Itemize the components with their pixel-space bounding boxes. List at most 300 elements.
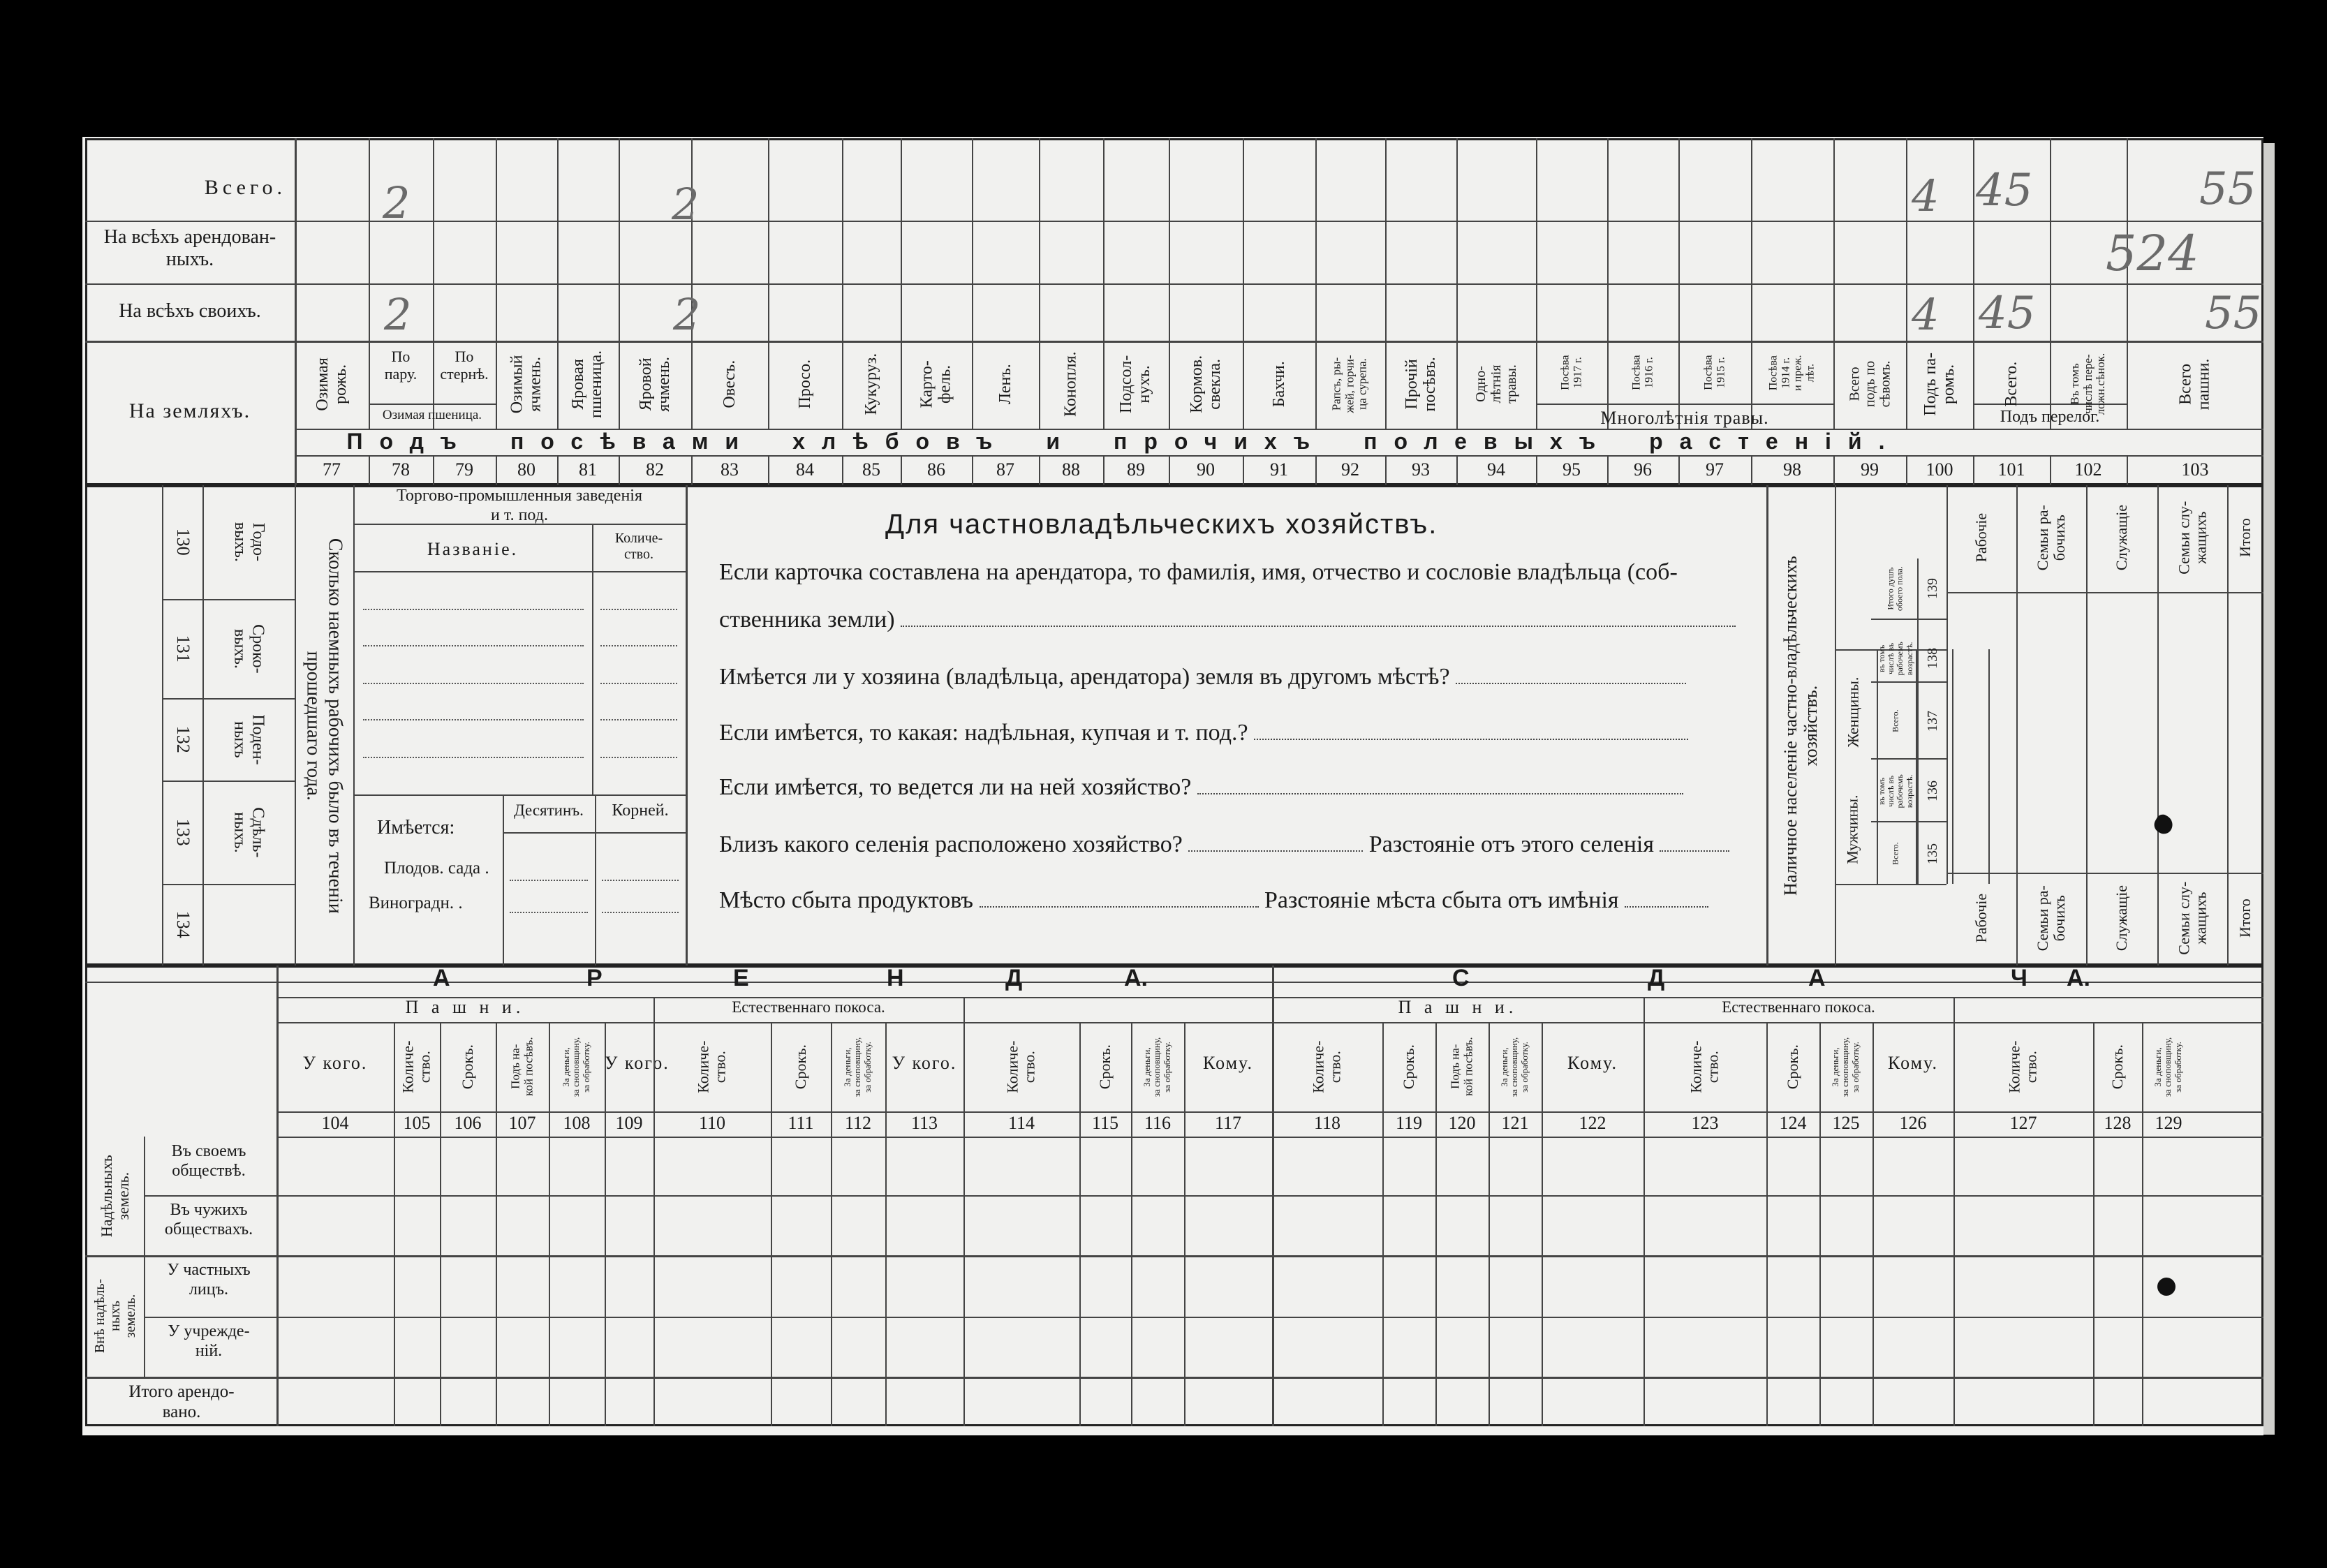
- cell-91-row2[interactable]: [1243, 221, 1315, 283]
- cell-79-row1[interactable]: [433, 138, 496, 221]
- cell-77-row3[interactable]: [295, 283, 369, 341]
- lease-col-header-119: [1382, 1023, 1435, 1110]
- trade-qty-line-4[interactable]: [600, 719, 677, 720]
- column-header-95-text: Посѣва 1917 г.: [1559, 355, 1583, 391]
- vineyard-roots-line[interactable]: [602, 912, 679, 913]
- cell-95-row2[interactable]: [1536, 221, 1607, 283]
- lease-cell-109-r2[interactable]: [605, 1195, 653, 1255]
- trade-name-line-4[interactable]: [363, 719, 584, 720]
- lease-cell-121-r5[interactable]: [1488, 1377, 1542, 1426]
- cell-88-row2[interactable]: [1039, 221, 1103, 283]
- village-distance-line[interactable]: [1660, 850, 1729, 852]
- cell-89-row2[interactable]: [1103, 221, 1169, 283]
- pop-cell-135[interactable]: [1878, 824, 1948, 884]
- cell-97-row3[interactable]: [1678, 283, 1751, 341]
- cell-80-row3[interactable]: [496, 283, 557, 341]
- lease-cell-117-r4[interactable]: [1184, 1317, 1272, 1377]
- lease-cell-110-r1[interactable]: [653, 1137, 771, 1195]
- cell-90-row1[interactable]: [1169, 138, 1243, 221]
- trade-title: Торгово-промышленныя заведенія и т. под.: [397, 487, 642, 524]
- banner-word: растеній.: [1649, 428, 1902, 454]
- lease-cell-127-r2[interactable]: [1953, 1195, 2093, 1255]
- lease-cell-113-r2[interactable]: [885, 1195, 963, 1255]
- roots-header: Корней.: [612, 801, 669, 820]
- cell-87-row1[interactable]: [972, 138, 1039, 221]
- cell-98-row3[interactable]: [1751, 283, 1833, 341]
- cell-85-row3[interactable]: [842, 283, 901, 341]
- lease-cell-107-r1[interactable]: [496, 1137, 549, 1195]
- lease-cell-124-r4[interactable]: [1766, 1317, 1819, 1377]
- lease-cell-104-r5[interactable]: [276, 1377, 394, 1426]
- lease-cell-125-r1[interactable]: [1819, 1137, 1872, 1195]
- lease-cell-112-r3[interactable]: [831, 1255, 885, 1317]
- lease-cell-122-r1[interactable]: [1542, 1137, 1643, 1195]
- lease-col-header-121-text: За деньги, за сноповщину, за обработку.: [1499, 1037, 1530, 1097]
- category-cell-1[interactable]: [1946, 593, 2016, 873]
- cell-79-row2[interactable]: [433, 221, 496, 283]
- cell-94-row3[interactable]: [1456, 283, 1536, 341]
- lease-cell-122-r4[interactable]: [1542, 1317, 1643, 1377]
- cell-87-row2[interactable]: [972, 221, 1039, 283]
- cell-94-row2[interactable]: [1456, 221, 1536, 283]
- lease-cell-115-r5[interactable]: [1079, 1377, 1131, 1426]
- lease-col-header-108: [549, 1023, 605, 1110]
- column-header-81-text: Яровая пшеница.: [569, 350, 607, 418]
- vineyard-label: Виноградн. .: [369, 894, 463, 912]
- lease-cell-107-r5[interactable]: [496, 1377, 549, 1426]
- lease-col-num-124: 124: [1779, 1113, 1807, 1133]
- cell-86-row2[interactable]: [901, 221, 972, 283]
- lease-cell-117-r2[interactable]: [1184, 1195, 1272, 1255]
- lease-cell-122-r5[interactable]: [1542, 1377, 1643, 1426]
- lease-cell-118-r2[interactable]: [1272, 1195, 1382, 1255]
- lease-cell-114-r4[interactable]: [963, 1317, 1079, 1377]
- lease-cell-109-r5[interactable]: [605, 1377, 653, 1426]
- lease-cell-124-r2[interactable]: [1766, 1195, 1819, 1255]
- lease-cell-109-r3[interactable]: [605, 1255, 653, 1317]
- lease-cell-106-r4[interactable]: [440, 1317, 496, 1377]
- cell-102-row1[interactable]: [2050, 138, 2127, 221]
- lease-cell-124-r3[interactable]: [1766, 1255, 1819, 1317]
- lease-cell-126-r4[interactable]: [1872, 1317, 1953, 1377]
- lease-cell-114-r2[interactable]: [963, 1195, 1079, 1255]
- lease-row-label-1: Въ своемъ обществѣ.: [171, 1142, 246, 1180]
- lease-col-num-107: 107: [508, 1113, 536, 1133]
- lease-cell-119-r3[interactable]: [1382, 1255, 1435, 1317]
- cell-99-row1[interactable]: [1833, 138, 1906, 221]
- trade-qty-line-3[interactable]: [600, 683, 677, 684]
- lease-cell-114-r5[interactable]: [963, 1377, 1079, 1426]
- lease-cell-122-r3[interactable]: [1542, 1255, 1643, 1317]
- cell-79-row3[interactable]: [433, 283, 496, 341]
- cell-82-row2[interactable]: [619, 221, 691, 283]
- cell-92-row3[interactable]: [1315, 283, 1385, 341]
- pop-cell-138[interactable]: [1878, 628, 1948, 688]
- lease-cell-114-r3[interactable]: [963, 1255, 1079, 1317]
- hw-total-99: 4: [1912, 170, 1940, 221]
- cell-98-row1[interactable]: [1751, 138, 1833, 221]
- lease-cell-123-r5[interactable]: [1643, 1377, 1766, 1426]
- lease-cell-121-r1[interactable]: [1488, 1137, 1542, 1195]
- other-land-answer-line[interactable]: [1456, 683, 1686, 684]
- lease-cell-108-r1[interactable]: [549, 1137, 605, 1195]
- lease-cell-105-r2[interactable]: [394, 1195, 440, 1255]
- lease-cell-110-r4[interactable]: [653, 1317, 771, 1377]
- owner-answer-line[interactable]: [901, 626, 1736, 627]
- orchard-roots-line[interactable]: [602, 880, 679, 881]
- lease-cell-129-r4[interactable]: [2142, 1317, 2195, 1377]
- lease-cell-117-r1[interactable]: [1184, 1137, 1272, 1195]
- cell-77-row2[interactable]: [295, 221, 369, 283]
- land-type-answer-line[interactable]: [1254, 739, 1688, 740]
- lease-cell-129-r2[interactable]: [2142, 1195, 2195, 1255]
- lease-cell-106-r3[interactable]: [440, 1255, 496, 1317]
- lease-cell-128-r2[interactable]: [2093, 1195, 2142, 1255]
- orchard-desyatin-line[interactable]: [510, 880, 588, 881]
- question-village: [719, 831, 1729, 858]
- category-top-3: [2086, 489, 2157, 586]
- lease-cell-117-r3[interactable]: [1184, 1255, 1272, 1317]
- lease-cell-116-r1[interactable]: [1131, 1137, 1184, 1195]
- cell-83-row3[interactable]: [691, 283, 768, 341]
- lease-cell-128-r5[interactable]: [2093, 1377, 2142, 1426]
- category-cell-5[interactable]: [2227, 593, 2263, 873]
- lease-cell-125-r4[interactable]: [1819, 1317, 1872, 1377]
- lease-cell-120-r3[interactable]: [1435, 1255, 1488, 1317]
- worker-cell-132[interactable]: [162, 698, 295, 781]
- category-top-4-text: Семьи слу- жащихъ: [2174, 501, 2210, 575]
- crops-banner: [328, 427, 1920, 455]
- lease-cell-113-r3[interactable]: [885, 1255, 963, 1317]
- cell-86-row3[interactable]: [901, 283, 972, 341]
- lease-cell-128-r3[interactable]: [2093, 1255, 2142, 1317]
- lease-cell-109-r4[interactable]: [605, 1317, 653, 1377]
- lease-cell-129-r5[interactable]: [2142, 1377, 2195, 1426]
- lease-cell-116-r5[interactable]: [1131, 1377, 1184, 1426]
- lease-cell-116-r3[interactable]: [1131, 1255, 1184, 1317]
- lease-cell-118-r4[interactable]: [1272, 1317, 1382, 1377]
- lease-cell-118-r1[interactable]: [1272, 1137, 1382, 1195]
- lease-cell-108-r5[interactable]: [549, 1377, 605, 1426]
- cell-102-row3[interactable]: [2050, 283, 2127, 341]
- cell-101-row2[interactable]: [1973, 221, 2050, 283]
- lease-col-header-129-text: За деньги, за сноповщину, за обработку.: [2152, 1037, 2184, 1097]
- lease-col-header-120-text: Подъ на- кой посѣвъ.: [1448, 1037, 1475, 1097]
- lease-cell-113-r1[interactable]: [885, 1137, 963, 1195]
- arenda-letter-1: А: [433, 965, 450, 991]
- lease-cell-119-r4[interactable]: [1382, 1317, 1435, 1377]
- column-header-86: [901, 342, 972, 426]
- lease-cell-119-r5[interactable]: [1382, 1377, 1435, 1426]
- lease-col-header-115: [1079, 1023, 1131, 1110]
- lease-cell-126-r3[interactable]: [1872, 1255, 1953, 1317]
- column-number-96: 96: [1634, 459, 1652, 480]
- worker-col-num-131-text: 131: [172, 635, 193, 663]
- column-header-81: [557, 342, 619, 426]
- lease-cell-124-r1[interactable]: [1766, 1137, 1819, 1195]
- lease-cell-106-r1[interactable]: [440, 1137, 496, 1195]
- cell-88-row1[interactable]: [1039, 138, 1103, 221]
- category-top-2-text: Семьи ра- бочихъ: [2033, 504, 2068, 571]
- lease-cell-110-r2[interactable]: [653, 1195, 771, 1255]
- sdacha-letter-3: А: [1808, 965, 1826, 991]
- has-divider: [353, 794, 686, 796]
- column-header-100-text: Подъ па- ромъ.: [1921, 352, 1958, 416]
- category-bottom-1: [1946, 873, 2016, 963]
- lease-cell-107-r4[interactable]: [496, 1317, 549, 1377]
- category-cell-3[interactable]: [2086, 593, 2157, 873]
- lease-cell-104-r4[interactable]: [276, 1317, 394, 1377]
- column-header-97: [1678, 342, 1751, 404]
- cell-96-row2[interactable]: [1607, 221, 1678, 283]
- cell-96-row3[interactable]: [1607, 283, 1678, 341]
- lease-cell-120-r4[interactable]: [1435, 1317, 1488, 1377]
- lease-cell-111-r1[interactable]: [771, 1137, 831, 1195]
- pop-cell-139[interactable]: [1878, 559, 1948, 619]
- lease-cell-115-r3[interactable]: [1079, 1255, 1131, 1317]
- lease-cell-118-r3[interactable]: [1272, 1255, 1382, 1317]
- lease-cell-111-r3[interactable]: [771, 1255, 831, 1317]
- lease-cell-107-r3[interactable]: [496, 1255, 549, 1317]
- cell-80-row1[interactable]: [496, 138, 557, 221]
- cell-81-row3[interactable]: [557, 283, 619, 341]
- cell-81-row1[interactable]: [557, 138, 619, 221]
- cell-97-row1[interactable]: [1678, 138, 1751, 221]
- lease-cell-117-r5[interactable]: [1184, 1377, 1272, 1426]
- lease-cell-126-r2[interactable]: [1872, 1195, 1953, 1255]
- lease-cell-121-r2[interactable]: [1488, 1195, 1542, 1255]
- cell-91-row3[interactable]: [1243, 283, 1315, 341]
- category-cell-2[interactable]: [2016, 593, 2086, 873]
- lease-cell-128-r4[interactable]: [2093, 1317, 2142, 1377]
- lease-cell-123-r2[interactable]: [1643, 1195, 1766, 1255]
- lease-col-num-111: 111: [788, 1113, 814, 1133]
- lease-cell-106-r2[interactable]: [440, 1195, 496, 1255]
- column-number-78: 78: [392, 459, 410, 480]
- cell-85-row1[interactable]: [842, 138, 901, 221]
- question-farming: [719, 774, 1683, 801]
- cell-96-row1[interactable]: [1607, 138, 1678, 221]
- column-header-84: [768, 342, 842, 426]
- worker-cell-133[interactable]: [162, 781, 295, 884]
- cell-92-row1[interactable]: [1315, 138, 1385, 221]
- lease-cell-104-r1[interactable]: [276, 1137, 394, 1195]
- trade-qty-line-5[interactable]: [600, 757, 677, 758]
- pop-row-divider: [1871, 681, 1946, 683]
- cell-84-row2[interactable]: [768, 221, 842, 283]
- category-bottom-2-text: Семьи ра- бочихъ: [2033, 885, 2068, 952]
- cell-83-row2[interactable]: [691, 221, 768, 283]
- cell-77-row1[interactable]: [295, 138, 369, 221]
- worker-cell-134[interactable]: [162, 884, 295, 966]
- trade-name-line-2[interactable]: [363, 645, 584, 646]
- cell-99-row2[interactable]: [1833, 221, 1906, 283]
- column-number-90: 90: [1197, 459, 1215, 480]
- lease-cell-123-r3[interactable]: [1643, 1255, 1766, 1317]
- lease-cell-127-r3[interactable]: [1953, 1255, 2093, 1317]
- column-divider: [1917, 559, 1919, 884]
- lease-cell-104-r2[interactable]: [276, 1195, 394, 1255]
- column-header-96: [1607, 342, 1678, 404]
- lease-col-header-127: [1953, 1023, 2093, 1110]
- lease-cell-114-r1[interactable]: [963, 1137, 1079, 1195]
- lease-cell-115-r1[interactable]: [1079, 1137, 1131, 1195]
- lease-cell-108-r4[interactable]: [549, 1317, 605, 1377]
- cell-86-row1[interactable]: [901, 138, 972, 221]
- lease-cell-110-r5[interactable]: [653, 1377, 771, 1426]
- lease-cell-116-r2[interactable]: [1131, 1195, 1184, 1255]
- category-top-1-text: Рабочіе: [1972, 512, 1990, 563]
- question-farming-text: Если имѣется, то ведется ли на ней хозяйство?: [719, 774, 1192, 800]
- cell-90-row2[interactable]: [1169, 221, 1243, 283]
- lease-cell-108-r3[interactable]: [549, 1255, 605, 1317]
- market-answer-line[interactable]: [980, 906, 1259, 908]
- lease-cell-129-r1[interactable]: [2142, 1137, 2195, 1195]
- lease-cell-123-r4[interactable]: [1643, 1317, 1766, 1377]
- lease-cell-107-r2[interactable]: [496, 1195, 549, 1255]
- lease-cell-110-r3[interactable]: [653, 1255, 771, 1317]
- village-answer-line[interactable]: [1188, 850, 1363, 852]
- cell-93-row2[interactable]: [1385, 221, 1456, 283]
- lease-cell-104-r3[interactable]: [276, 1255, 394, 1317]
- market-distance-line[interactable]: [1625, 906, 1708, 908]
- cell-95-row3[interactable]: [1536, 283, 1607, 341]
- lease-col-num-128: 128: [2104, 1113, 2132, 1133]
- lease-cell-115-r2[interactable]: [1079, 1195, 1131, 1255]
- hw-margin-number: 524: [2106, 225, 2199, 282]
- lease-cell-120-r2[interactable]: [1435, 1195, 1488, 1255]
- cell-88-row3[interactable]: [1039, 283, 1103, 341]
- trade-name-line-1[interactable]: [363, 609, 584, 610]
- lease-cell-111-r2[interactable]: [771, 1195, 831, 1255]
- lease-col-header-127-text: Количе- ство.: [2005, 1040, 2040, 1093]
- lease-cell-125-r5[interactable]: [1819, 1377, 1872, 1426]
- lease-cell-113-r4[interactable]: [885, 1317, 963, 1377]
- cell-92-row2[interactable]: [1315, 221, 1385, 283]
- pop-cell-136[interactable]: [1878, 761, 1948, 821]
- sdacha-letter-1: С: [1452, 965, 1470, 991]
- cell-100-row2[interactable]: [1906, 221, 1973, 283]
- lease-cell-127-r4[interactable]: [1953, 1317, 2093, 1377]
- lease-cell-120-r5[interactable]: [1435, 1377, 1488, 1426]
- column-header-93-text: Прочій посѣвъ.: [1402, 356, 1439, 412]
- trade-name-line-3[interactable]: [363, 683, 584, 684]
- column-number-103: 103: [2181, 459, 2209, 480]
- lease-cell-122-r2[interactable]: [1542, 1195, 1643, 1255]
- worker-cell-130[interactable]: [162, 485, 295, 599]
- cell-90-row3[interactable]: [1169, 283, 1243, 341]
- lease-cell-105-r4[interactable]: [394, 1317, 440, 1377]
- trade-name-line-5[interactable]: [363, 757, 584, 758]
- cell-95-row1[interactable]: [1536, 138, 1607, 221]
- lease-cell-105-r5[interactable]: [394, 1377, 440, 1426]
- lease-cell-116-r4[interactable]: [1131, 1317, 1184, 1377]
- lease-col-header-120: [1435, 1023, 1488, 1110]
- column-number-100: 100: [1926, 459, 1953, 480]
- lease-cell-121-r4[interactable]: [1488, 1317, 1542, 1377]
- category-top-2: [2016, 489, 2086, 586]
- lease-cell-118-r5[interactable]: [1272, 1377, 1382, 1426]
- lease-cell-112-r1[interactable]: [831, 1137, 885, 1195]
- vineyard-desyatin-line[interactable]: [510, 912, 588, 913]
- column-number-79: 79: [455, 459, 473, 480]
- cell-80-row2[interactable]: [496, 221, 557, 283]
- trade-qty-line-1[interactable]: [600, 609, 677, 610]
- cell-94-row1[interactable]: [1456, 138, 1536, 221]
- column-number-98: 98: [1783, 459, 1801, 480]
- lease-cell-124-r5[interactable]: [1766, 1377, 1819, 1426]
- lease-cell-126-r1[interactable]: [1872, 1137, 1953, 1195]
- cell-84-row3[interactable]: [768, 283, 842, 341]
- lease-cell-106-r5[interactable]: [440, 1377, 496, 1426]
- lease-cell-112-r5[interactable]: [831, 1377, 885, 1426]
- cell-98-row2[interactable]: [1751, 221, 1833, 283]
- lease-cell-112-r4[interactable]: [831, 1317, 885, 1377]
- lease-col-header-106-text: Срокъ.: [458, 1044, 476, 1090]
- lease-col-num-126: 126: [1899, 1113, 1927, 1133]
- lease-cell-128-r1[interactable]: [2093, 1137, 2142, 1195]
- lease-cell-109-r1[interactable]: [605, 1137, 653, 1195]
- cell-84-row1[interactable]: [768, 138, 842, 221]
- lease-cell-115-r4[interactable]: [1079, 1317, 1131, 1377]
- column-header-90-text: Кормов. свекла.: [1187, 355, 1224, 413]
- lease-cell-113-r5[interactable]: [885, 1377, 963, 1426]
- men-group: [1835, 775, 1871, 884]
- pop-col-label-138-text: въ томъ числѣ въ рабочемъ возрастѣ.: [1876, 641, 1914, 676]
- lease-cell-127-r1[interactable]: [1953, 1137, 2093, 1195]
- lease-cell-111-r4[interactable]: [771, 1317, 831, 1377]
- lease-cell-105-r1[interactable]: [394, 1137, 440, 1195]
- cell-81-row2[interactable]: [557, 221, 619, 283]
- cell-91-row1[interactable]: [1243, 138, 1315, 221]
- cell-83-row1[interactable]: [691, 138, 768, 221]
- lease-cell-123-r1[interactable]: [1643, 1137, 1766, 1195]
- lease-cell-121-r3[interactable]: [1488, 1255, 1542, 1317]
- lease-cell-125-r2[interactable]: [1819, 1195, 1872, 1255]
- cell-89-row3[interactable]: [1103, 283, 1169, 341]
- column-number-89: 89: [1127, 459, 1145, 480]
- lease-cell-108-r2[interactable]: [549, 1195, 605, 1255]
- cell-87-row3[interactable]: [972, 283, 1039, 341]
- worker-cell-131[interactable]: [162, 599, 295, 698]
- pop-cell-137[interactable]: [1878, 691, 1948, 751]
- lease-col-header-117: Кому.: [1203, 1053, 1253, 1073]
- lease-cell-112-r2[interactable]: [831, 1195, 885, 1255]
- cell-93-row3[interactable]: [1385, 283, 1456, 341]
- banner-word: хлѣбовъ: [792, 428, 1010, 454]
- lease-cell-120-r1[interactable]: [1435, 1137, 1488, 1195]
- lease-cell-126-r5[interactable]: [1872, 1377, 1953, 1426]
- farming-answer-line[interactable]: [1197, 793, 1683, 794]
- column-header-90: [1169, 342, 1243, 426]
- cell-85-row2[interactable]: [842, 221, 901, 283]
- cell-78-row2[interactable]: [369, 221, 433, 283]
- lease-cell-119-r2[interactable]: [1382, 1195, 1435, 1255]
- trade-qty-line-2[interactable]: [600, 645, 677, 646]
- lease-cell-127-r5[interactable]: [1953, 1377, 2093, 1426]
- column-header-92: [1315, 342, 1385, 426]
- lease-cell-111-r5[interactable]: [771, 1377, 831, 1426]
- lease-cell-105-r3[interactable]: [394, 1255, 440, 1317]
- lease-cell-119-r1[interactable]: [1382, 1137, 1435, 1195]
- worker-col-label-132-text: Поден- ныхъ: [230, 713, 267, 765]
- cell-99-row3[interactable]: [1833, 283, 1906, 341]
- cell-97-row2[interactable]: [1678, 221, 1751, 283]
- men-group-text: Мужчины.: [1843, 794, 1861, 864]
- cell-89-row1[interactable]: [1103, 138, 1169, 221]
- cell-93-row1[interactable]: [1385, 138, 1456, 221]
- lease-cell-125-r3[interactable]: [1819, 1255, 1872, 1317]
